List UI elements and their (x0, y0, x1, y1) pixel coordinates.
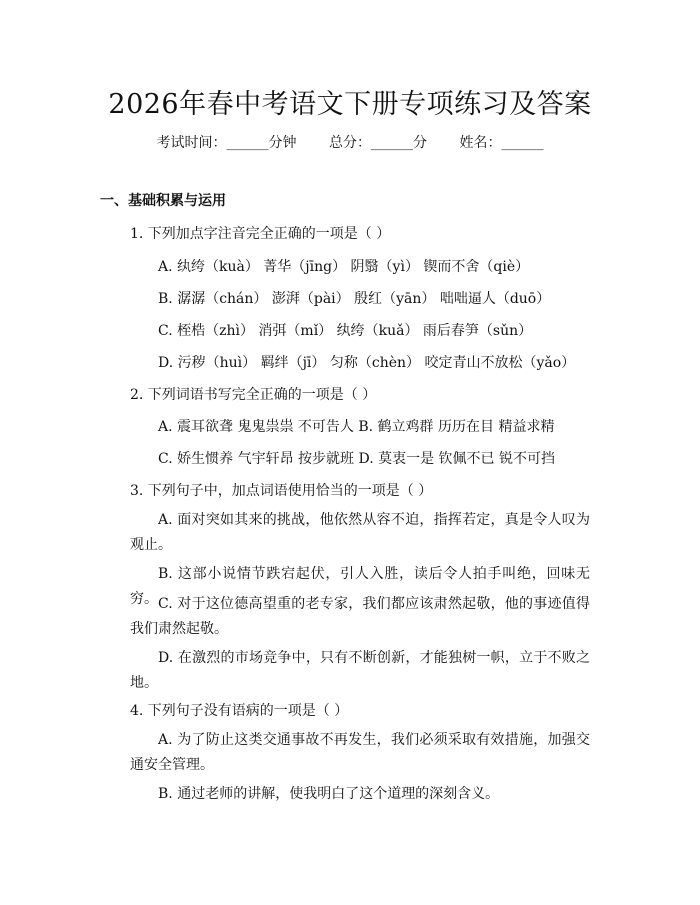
question-4-option-b: B. 通过老师的讲解，使我明白了这个道理的深刻含义。 (158, 786, 500, 802)
question-1-option-a: A. 纨绔（kuà） 菁华（jīng） 阴翳（yì） 锲而不舍（qiè） (158, 259, 530, 275)
question-4-option-a: A. 为了防止这类交通事故不再发生，我们必须采取有效措施，加强交通安全管理。 (130, 732, 590, 773)
question-4-stem: 4. 下列句子没有语病的一项是（ ） (130, 703, 349, 719)
question-1-stem: 1. 下列加点字注音完全正确的一项是（ ） (130, 226, 391, 242)
question-3-stem: 3. 下列句子中，加点词语使用恰当的一项是（ ） (130, 483, 433, 499)
question-3-option-b: B. 这部小说情节跌宕起伏，引人入胜，读后令人拍手叫绝，回味无穷。 (130, 566, 590, 607)
question-1-option-b: B. 潺潺（chán） 澎湃（pài） 殷红（yān） 咄咄逼人（duō） (158, 291, 551, 307)
page-title: 2026年春中考语文下册专项练习及答案 (108, 89, 592, 120)
question-3-option-d: D. 在激烈的市场竞争中，只有不断创新，才能独树一帜，立于不败之地。 (130, 650, 590, 691)
question-1-option-c: C. 桎梏（zhì） 消弭（mǐ） 纨绔（kuǎ） 雨后春笋（sǔn） (158, 323, 533, 339)
question-3-option-c: C. 对于这位德高望重的老专家，我们都应该肃然起敬，他的事迹值得我们肃然起敬。 (130, 596, 590, 637)
question-3-option-a: A. 面对突如其来的挑战，他依然从容不迫，指挥若定，真是令人叹为观止。 (130, 512, 590, 553)
question-2-options-ab: A. 震耳欲聋 鬼鬼祟祟 不可告人 B. 鹤立鸡群 历历在目 精益求精 (158, 419, 555, 435)
question-2-stem: 2. 下列词语书写完全正确的一项是（ ） (130, 387, 377, 403)
section-heading: 一、基础积累与运用 (100, 193, 226, 209)
question-1-option-d: D. 污秽（huì） 羁绊（jī） 匀称（chèn） 咬定青山不放松（yǎo） (158, 355, 576, 371)
exam-info (0, 132, 700, 152)
student-name: 姓名：______ (459, 135, 544, 151)
question-2-options-cd: C. 娇生惯养 气宇轩昂 按步就班 D. 莫衷一是 钦佩不已 锐不可挡 (158, 451, 555, 467)
total-score: 总分：______分 (329, 135, 427, 151)
exam-time: 考试时间：______分钟 (156, 135, 297, 151)
